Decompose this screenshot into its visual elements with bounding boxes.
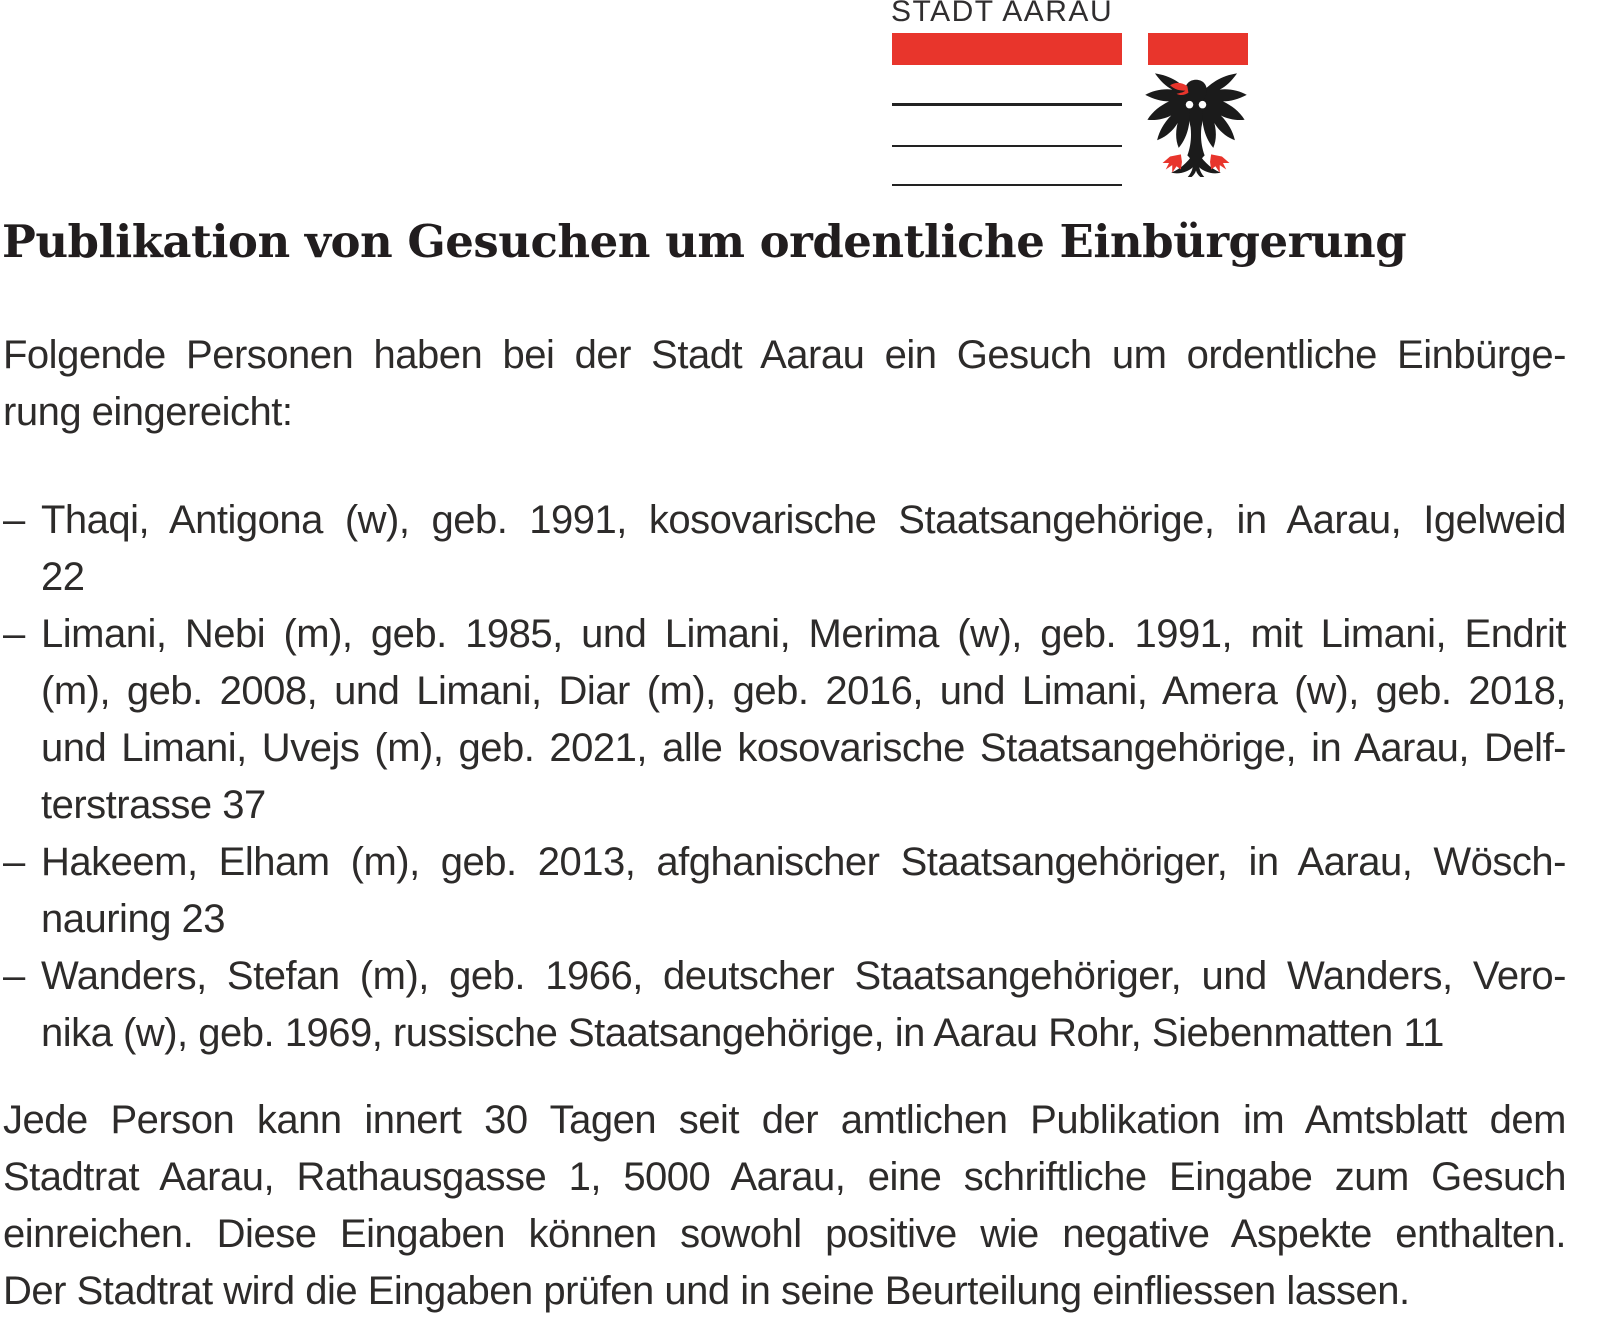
text-line: Hakeem, Elham (m), geb. 2013, afghanischer Staatsangehöriger, in Aarau, Wösch- — [41, 840, 1566, 884]
logo-rule-line — [892, 145, 1122, 147]
text-line: Limani, Nebi (m), geb. 1985, und Limani, Merima (w), geb. 1991, mit Limani, Endrit — [41, 612, 1566, 656]
list-item — [3, 606, 1566, 834]
text-line: Der Stadtrat wird die Eingaben prüfen und in seine Beurteilung einfliessen lassen. — [3, 1269, 1410, 1313]
stadt-aarau-logo — [0, 0, 1598, 200]
logo-wordmark: STADT AARAU — [891, 0, 1114, 28]
text-line: terstrasse 37 — [41, 783, 266, 827]
list-item-text — [41, 948, 1566, 1062]
text-line: Thaqi, Antigona (w), geb. 1991, kosovarische Staatsangehörige, in Aarau, Igelweid — [41, 498, 1566, 542]
text-line: Jede Person kann innert 30 Tagen seit der amtlichen Publikation im Amtsblatt dem — [3, 1098, 1566, 1142]
dash-bullet: – — [3, 612, 25, 656]
list-item-text — [41, 606, 1566, 834]
aarau-eagle-icon — [1142, 69, 1250, 177]
info-paragraph — [3, 1092, 1566, 1320]
text-line: rung eingereicht: — [3, 390, 293, 434]
text-line: (m), geb. 2008, und Limani, Diar (m), geb. 2016, und Limani, Amera (w), geb. 2018, — [41, 669, 1566, 713]
text-line: Wanders, Stefan (m), geb. 1966, deutscher Staatsangehöriger, und Wanders, Vero- — [41, 954, 1566, 998]
logo-red-bar — [892, 33, 1122, 65]
logo-rule-line — [892, 184, 1122, 186]
crest-red-bar — [1148, 33, 1248, 65]
text-line: Folgende Personen haben bei der Stadt Aarau ein Gesuch um ordentliche Einbürge- — [3, 333, 1566, 377]
list-item — [3, 492, 1566, 606]
list-item-text — [41, 492, 1566, 606]
text-line: nauring 23 — [41, 897, 226, 941]
applicants-list — [3, 492, 1566, 1062]
text-line: nika (w), geb. 1969, russische Staatsangehörige, in Aarau Rohr, Siebenmatten 11 — [41, 1011, 1444, 1055]
dash-bullet: – — [3, 498, 25, 542]
dash-bullet: – — [3, 954, 25, 998]
text-line: Stadtrat Aarau, Rathausgasse 1, 5000 Aarau, eine schriftliche Eingabe zum Gesuch — [3, 1155, 1566, 1199]
text-line: 22 — [41, 555, 85, 599]
text-line: und Limani, Uvejs (m), geb. 2021, alle kosovarische Staatsangehörige, in Aarau, Delf- — [41, 726, 1566, 770]
list-item — [3, 834, 1566, 948]
list-item — [3, 948, 1566, 1062]
logo-rule-line — [892, 103, 1122, 106]
list-item-text — [41, 834, 1566, 948]
page-title: Publikation von Gesuchen um ordentliche Einbürgerung — [2, 215, 1407, 268]
text-line: einreichen. Diese Eingaben können sowohl positive wie negative Aspekte enthalten. — [3, 1212, 1566, 1256]
intro-paragraph — [3, 327, 1566, 441]
dash-bullet: – — [3, 840, 25, 884]
